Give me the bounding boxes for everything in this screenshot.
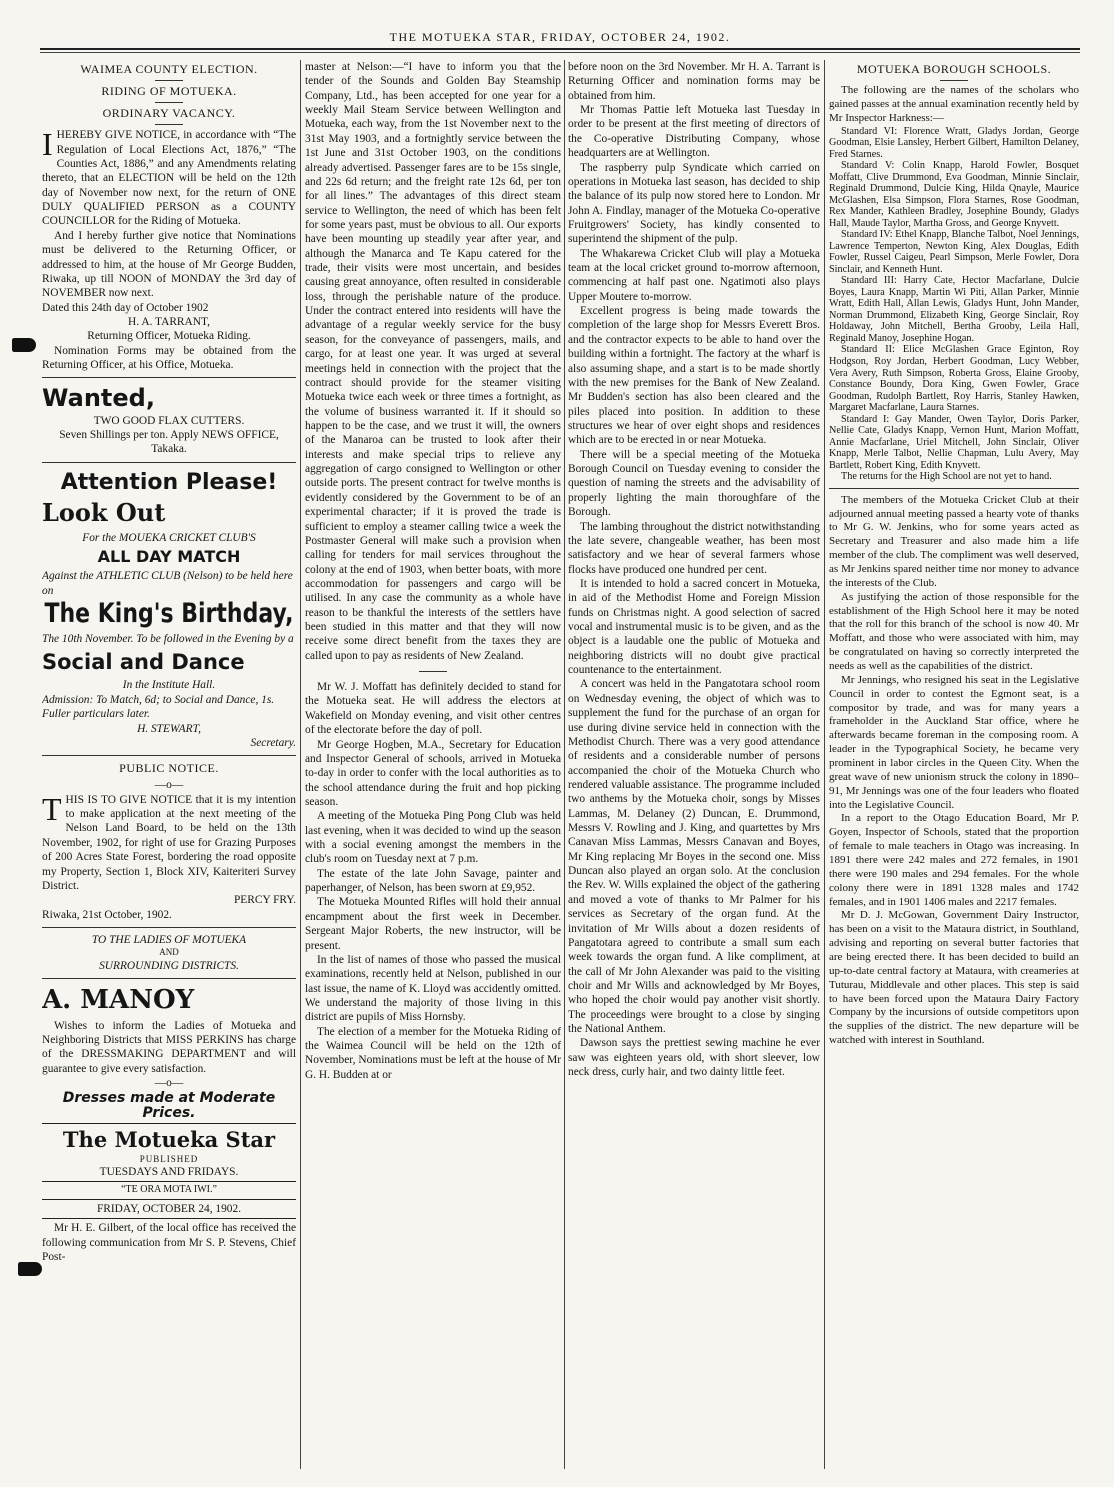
ad-title: Social and Dance [42,650,245,675]
divider [42,462,296,463]
article-text: The election of a member for the Motueka Riding of the Waimea Council will be held on the 12th of November, Nominations must be left at the house of Mr G. H. Budden at or [305,1025,561,1081]
ad-text: TO THE LADIES OF MOTUEKA [91,933,247,946]
column-rule [300,60,301,1469]
divider [155,80,183,81]
article-text: A concert was held in the Pangatotara school room on Wednesday evening, the object of which was to supplement the fund for the purchase of an organ for use during divine service held in connection with the Methodist Church. There was a very good attendance of residents and a considerable number of persons accompanied the choir of the Motueka Church who rendered valuable assistance. The programme included two anthems by the Motueka choir, songs by Misses Lammas, M. Delaney (2) Duncan, E. Drummond, Messrs V. Rowling and J. King, and quartettes by Mrs Canavan Miss Lammas, Messrs Canavan and Boyes, Mr King replacing Mr Boyes in the second one. Miss Duncan also played an organ solo. At the conclusion the Rev. W. Wills explained the object of the gathering and moved a vote of thanks to Mr Palmer for his services as Secretary of the organ fund. At the invitation of Mr Wills about a dozen residents of Pangatotara agreed to contribute a small sum each week towards the organ fund. A like compliment, at the call of Mr John Alexander was paid to the visiting choir and Mr Wills and acknowledged by Mr Boyes, who hoped the choir would pay another visit shortly. The proceedings were brought to a close by singing the National Anthem. [568,678,820,1036]
article-text: A meeting of the Motueka Ping Pong Club was held last evening, when it was decided to wind up the season with a social evening amongst the members in the club's room on Tuesday next at 7 p.m. [305,810,561,866]
masthead: THE MOTUEKA STAR, FRIDAY, OCTOBER 24, 1902. [389,30,731,44]
notice-text: Nomination Forms may be obtained from the Returning Officer, at his Office, Motueka. [42,344,296,372]
ad-text: In the Institute Hall. [122,679,216,692]
signatory-title: Returning Officer, Motueka Riding. [87,330,251,343]
heading: PUBLIC NOTICE. [119,761,219,776]
column-4 [829,60,1079,1473]
divider [155,102,183,103]
article-text: Mr D. J. McGowan, Government Dairy Instructor, has been on a visit to the Mataura district, in Southland, advising and reporting on several butter factories that are being erected there. It has been decided to build an up-to-date central factory at Mataura, with creameries at Tuturau, Middlevale and other places. This step is said to have been forced upon the Mataura Dairy Factory Company by the incursions of outside competitors upon the supplies of the district. The new departure will be watched with interest in Southland. [829,909,1079,1047]
cricket-ad [42,469,296,751]
ad-text: Seven Shillings per ton. Apply NEWS OFFICE, Takaka. [59,429,279,456]
school-results [829,126,1079,483]
article-text: master at Nelson:—“I have to inform you that the tender of the Sounds and Golden Bay Steamship Company, Ltd., has been accepted for one year for a weekly Mail Steam Service between Wellington and Motueka, each way, from the 1st November next to the 31st May 1903, and a fortnightly service between the 1st June and 31st October 1903, on the conditions already advertised. Passenger fares are to be 15s single, and 22s 6d return; and the freight rate 12s 6d, per ton for all lines.” The advantages of this direct steam service to Wellington, the need of which has been felt for some years past, must be obvious to all. Our exports have been mounting up steadily year after year, and although the Manarca and Te Kapu catered for the trade, their visits were most uncertain, and besides causing great annoyance, often resulted in considerable loss, through the perishable nature of the produce. Under the contract entered into residents will have the advantage of a regular weekly service for the busy season, for the conveyance of passengers, mails, and cargo, for at least one year. It was urged at several meetings held in connection with the project that the contract should provide for the steamer visiting Motueka twice each week or three times a fortnight, as the volume of business warranted it. If it should so happen to be the case, and we trust it will, the owners of the Manaroa can be trusted to look after their interests and make special trips to relieve any aggregation of cargo consigned to Wellington or other outside ports. The present contract for twelve months is evidently considered by the Government to be of an experimental character; if it is proved the trade is sufficient to employ a steamer calling twice a week the Postmaster General will make such a provision when calling for tenders for mail services throughout the colony at the end of 1903, when better boats, with more accommodation for passengers and cargo will be utilised. In any case the community as a whole have reason to be thankful the interests of the settlers have been studied in this matter and that they will now receive some direct benefit from the taxes they are called upon to pay as residents of New Zealand. [305,61,561,662]
article-text: The lambing throughout the district notwithstanding the late severe, changeable weather, has been most satisfactory and we hear of several farmers whose flocks have produced one hundred per cent. [568,520,820,576]
ad-title: Wanted, [42,384,155,413]
notice-text: And I hereby further give notice that Nominations must be delivered to the Returning Officer, or addressed to him, at the house of Mr George Budden, Riwaka, up till NOON of MONDAY the 3rd day of NOVEMBER now next. [42,229,296,300]
signatory-title: Secretary. [250,736,296,749]
divider [42,1199,296,1200]
ad-text: ALL DAY MATCH [97,547,241,567]
article-text: Mr George Hogben, M.A., Secretary for Education and Inspector General of schools, arrived in Motueka to-day in order to confer with the local authorities as to the school attendance during the fruit and hop picking season. [305,738,561,808]
signatory-name: PERCY FRY. [233,894,296,907]
column-2 [305,60,561,1473]
election-notice [42,62,296,372]
notice-text: HEREBY GIVE NOTICE, in accordance with “The Regulation of Local Elections Act, 1876,” “The Counties Act, 1886,” and any Amendments relating thereto, that an ELECTION will be held on the 12th day of November now next, for the return of ONE DULY QUALIFIED PERSON as a COUNTY COUNCILLOR for the Riding of Motueka. [42,129,296,228]
article-text: The raspberry pulp Syndicate which carried on operations in Motueka last season, has decided to ship the balance of its pulp now stored here to London. Mr John A. Findlay, manager of the Motueka Co-operative Fruitgrowers' Society, has kindly consented to superintend the shipment of the pulp. [568,161,820,246]
article-text: Dawson says the prettiest sewing machine he ever saw was eighteen years old, with short sleever, low neck dress, curly hair, and two dainty little feet. [568,1037,820,1079]
heading: MOTUEKA BOROUGH SCHOOLS. [856,62,1052,76]
divider [42,1123,296,1124]
ad-text: Admission: To Match, 6d; to Social and Dance, 1s. [42,693,275,706]
ad-text: The 10th November. To be followed in the Evening by a [42,632,294,645]
divider [155,124,183,125]
ad-title: Dresses made at Moderate Prices. [62,1089,276,1121]
article-text: The Whakarewa Cricket Club will play a Motueka team at the local cricket ground to-morrow afternoon, commencing at half past one. Ngatimoti also plays Upper Moutere to-morrow. [568,247,820,303]
star-nameplate [42,1127,296,1219]
signatory-name: H. A. TARRANT, [128,316,210,328]
masthead-rule-thin [40,52,1080,53]
article-text: In the list of names of those who passed the musical examinations, recently held at Nelson, published in our last issue, the name of K. Lloyd was accidently omitted. We understand the majority of those living in this district are pupils of Miss Hornsby. [305,953,561,1024]
pointing-hand-icon [12,338,36,352]
divider [42,377,296,378]
public-notice [42,761,296,922]
standard-list: Standard III: Harry Cate, Hector Macfarlane, Dulcie Boyes, Laura Knapp, Martin Wi Piti, Allan Parker, Minnie Wratt, Edith Hall, Allan Lewis, Gladys Hunt, John Mander, Norman Drummond, Elizabeth King, George Sinclair, Roy Holdaway, John Mitchell, Bertha Grooby, Leila Hall, Reginald Manoy, Josephine Hogan. [829,275,1079,344]
wanted-ad [42,383,296,456]
article-text: In a report to the Otago Education Board, Mr P. Goyen, Inspector of Schools, stated that the proportion of female to male teachers in Otago was increasing. In 1891 there were 242 males and 272 females, in 1901 there were 190 males and 294 females. For the whole colony there were in 1891 1328 males and 1742 females, and in 1901 1406 males and 2217 females. [829,812,1079,908]
ad-title: A. MANOY [42,985,195,1016]
column-rule [824,60,825,1469]
ad-text: Fuller particulars later. [42,708,150,721]
ad-text: AND [159,947,179,958]
divider [42,978,296,979]
heading: ORDINARY VACANCY. [102,106,236,121]
article-text: It is intended to hold a sacred concert in Motueka, in aid of the Methodist Home and Foreign Mission funds on Christmas night. A good selection of sacred vocal and instrumental music is to be given, and as the object is a laudable one the public of Motueka and neighboring districts will no doubt give practical countenance to the entertainment. [568,577,820,677]
paper-motto: “TE ORA MOTA IWI.” [121,1184,217,1196]
divider [42,755,296,756]
article-text: Mr Jennings, who resigned his seat in the Legislative Council in order to contest the Egmont seat, is a compositor by trade, and was for many years a frameholder in the Auckland Star office, where he afterwards became foreman in the composing room. A leader in the Typographical Society, he became very prominent in labor circles in the Queen City. When the great wave of new unionism struck the colony in 1890–91, Mr Jennings was one of the four leaders who floated into the Legislative Council. [829,673,1079,811]
standard-list: Standard VI: Florence Wratt, Gladys Jordan, George Goodman, Elsie Lansley, Herbert Gilbert, Hamilton Delaney, Fred Starnes. [829,125,1079,160]
ad-text: Wishes to inform the Ladies of Motueka and Neighboring Districts that MISS PERKINS has charge of the DRESSMAKING DEPARTMENT and will guarantee to give every satisfaction. [42,1019,296,1075]
ad-subtitle: Look Out [42,498,166,528]
column-1 [42,60,296,1473]
standard-list: Standard IV: Ethel Knapp, Blanche Talbot, Noel Jennings, Lawrence Temperton, Newton King, Alex Douglas, Edith Fowler, Russel Caigeu, Pearl Simpson, Merle Fowler, Dora Sinclair, and Kenneth Hunt. [829,229,1079,275]
heading: RIDING OF MOTUEKA. [101,84,237,99]
ad-text: SURROUNDING DISTRICTS. [99,959,239,972]
article-text: Mr W. J. Moffatt has definitely decided to stand for the Motueka seat. He will address the electors at Wakefield on Monday evening, and visit other centres of the electorate before the day of poll. [305,681,561,737]
ad-title: The King's Birthday, [44,599,294,630]
column-rule [564,60,565,1469]
divider [42,1181,296,1182]
ad-title: Attention Please! [60,469,278,495]
ad-text: Against the ATHLETIC CLUB (Nelson) to be held here on [42,570,293,597]
divider [42,1218,296,1219]
divider [419,671,447,672]
paper-date: FRIDAY, OCTOBER 24, 1902. [96,1203,242,1216]
divider [42,927,296,928]
article-text: There will be a special meeting of the Motueka Borough Council on Tuesday evening to consider the question of naming the streets and the advisability of properly lighting the main thoroughfare of the Borough. [568,448,820,519]
article-text: Excellent progress is being made towards the completion of the large shop for Messrs Everett Bros. and the contractor expects to be able to hand over the building within a fortnight. The factory at the wharf is also assuming shape, and a start is to be made shortly with the new premises for the Bank of New Zealand. Mr Budden's section has also been cleared and the piles placed into position. In addition to these structures we hear of over eight shops and residences which are to be erected in or near Motueka. [568,305,820,447]
article-text: The members of the Motueka Cricket Club at their adjourned annual meeting passed a hearty vote of thanks to Mr G. W. Jenkins, who for some years acted as Secretary and Treasurer and also made him a life member of the club. The compliment was well deserved, as Mr Jenkins spared neither time nor money to advance the interests of the Club. [829,493,1079,589]
drop-cap: I [42,126,53,163]
signatory-name: H. STEWART, [137,722,201,735]
article-text: Mr Thomas Pattie left Motueka last Tuesday in order to be present at the first meeting of directors of the Co-operative Distributing Company, whose headquarters are at Wellington. [568,104,820,160]
standard-list: Standard V: Colin Knapp, Harold Fowler, Bosquet Moffatt, Clive Drummond, Eva Goodman, Minnie Sinclair, Reginald Drummond, Dulcie King, Hilda Qnayle, Maurice McGlashen, Elsa Simpson, Flora Starnes, Rose Goodman, Rex Mander, Kathleen Bradley, Josephine Boundy, Gladys Hall, Maude Taylor, Martha Gross, and George Knyvett. [829,160,1079,229]
article-text: Mr H. E. Gilbert, of the local office has received the following communication from Mr S. P. Stevens, Chief Post- [42,1222,296,1264]
ad-text: TWO GOOD FLAX CUTTERS. [93,414,245,427]
masthead-rule [40,48,1080,50]
divider [940,80,968,81]
divider-glyph: —o— [154,779,184,792]
pointing-hand-icon [18,1262,42,1276]
notice-date: Dated this 24th day of October 1902 [42,301,209,314]
paper-text: TUESDAYS AND FRIDAYS. [99,1166,239,1179]
column-3 [568,60,820,1473]
article-text: The following are the names of the scholars who gained passes at the annual examination recently held by Mr Inspector Harkness:— [829,84,1079,124]
drop-cap: T [42,790,62,827]
divider [829,488,1079,489]
heading: WAIMEA COUNTY ELECTION. [80,62,258,76]
standard-list: Standard II: Elice McGlashen Grace Eginton, Roy Hodgson, Roy Jordan, Herbert Goodman, Lucy Webber, Vera Avery, Ruth Simpson, Roberta Gross, Elaine Grooby, Constance Boundy, Dora King, Gwen Fowler, Grace Goodman, Rudolph Bartlett, Roy Harris, Stanley Hawken, Margaret Macfarlane, Laura Starnes. [829,344,1079,414]
article-text: before noon on the 3rd November. Mr H. A. Tarrant is Returning Officer and nomination forms may be obtained from him. [568,61,820,102]
notice-text: HIS IS TO GIVE NOTICE that it is my intention to make application at the next meeting of the Nelson Land Board, to be held on the 13th November, 1902, for right of use for Grazing Purposes of 200 Acres State Forest, bordering the road opposite my Property, Section 1, Block XIV, Kaiteriteri Survey District. [42,793,296,892]
article-text: The returns for the High School are not yet to hand. [841,471,1052,483]
notice-date: Riwaka, 21st October, 1902. [42,908,172,921]
divider-glyph: —o— [154,1077,184,1090]
article-text: As justifying the action of those responsible for the establishment of the High School here it may be noted that the roll for this branch of the school is now 40. Mr Moffatt, and those who were associated with him, may be congratulated on having so correctly interpreted the needs as well as the capabilities of the district. [829,590,1079,672]
paper-text: PUBLISHED [139,1153,199,1164]
manoy-ad [42,933,296,1121]
standard-list: Standard I: Gay Mander, Owen Taylor, Doris Parker, Nellie Cate, Gladys Knapp, Vernon Hunt, Marion Moffatt, Annie Macfarlane, Uriel Mitchell, John Sinclair, Oliver Knapp, Merle Talbot, Nellie Chapman, Lulu Avery, May Bartlett, Robert King, Edith Knyvett. [829,413,1079,471]
paper-name: The Motueka Star [62,1127,276,1153]
article-text: The Motueka Mounted Rifles will hold their annual encampment about the first week in December. Sergeant Major Roberts, the new instructor, will be present. [305,896,561,952]
ad-text: For the MOUEKA CRICKET CLUB'S [82,531,256,544]
article-text: The estate of the late John Savage, painter and paperhanger, of Nelson, has been sworn at £9,952. [305,867,561,895]
